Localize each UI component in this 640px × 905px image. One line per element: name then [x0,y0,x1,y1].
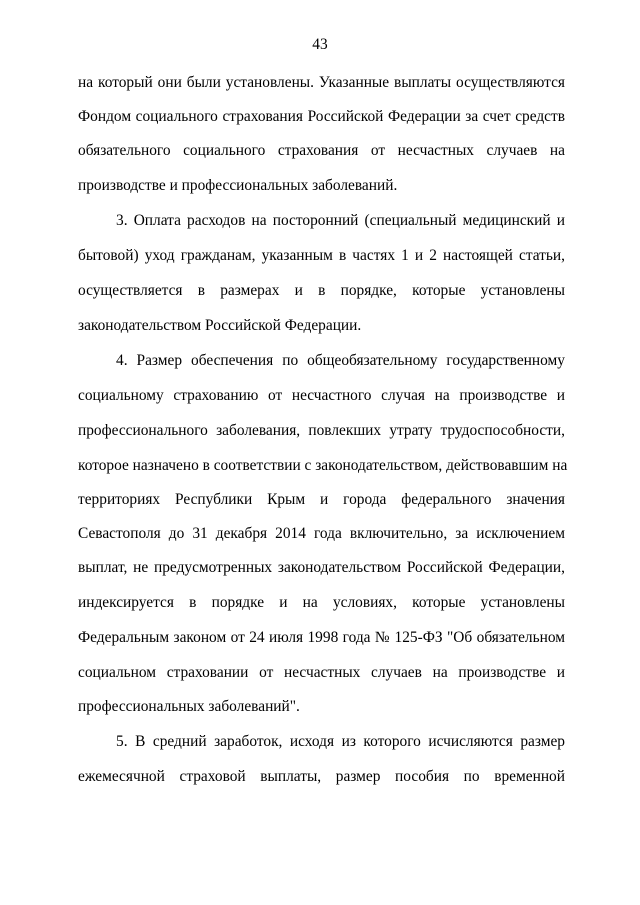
text-line: социальному страхованию от несчастного случая на производстве и [78,387,565,404]
text-line: Севастополя до 31 декабря 2014 года включительно, за исключением [78,525,565,542]
text-line: выплат, не предусмотренных законодательством Российской Федерации, [78,559,565,576]
text-line: 5. В средний заработок, исходя из которого исчисляются размер [116,733,565,750]
text-line: профессионального заболевания, повлекших утрату трудоспособности, [78,422,565,439]
text-line: Фондом социального страхования Российской Федерации за счет средств [78,108,565,125]
text-line: территориях Республики Крым и города федерального значения [78,491,565,508]
text-line: которое назначено в соответствии с законодательством, действовавшим на [78,457,568,474]
text-line: обязательного социального страхования от несчастных случаев на [78,142,565,159]
text-line: Федеральным законом от 24 июля 1998 года № 125-ФЗ "Об обязательном [78,629,565,646]
text-line: 4. Размер обеспечения по общеобязательному государственному [116,352,565,369]
text-line: 3. Оплата расходов на посторонний (специальный медицинский и [116,212,565,229]
text-line: производстве и профессиональных заболеваний. [78,177,398,194]
text-line: профессиональных заболеваний". [78,698,300,715]
page-number: 43 [312,36,328,53]
text-line: индексируется в порядке и на условиях, которые установлены [78,594,565,611]
text-line: социальном страховании от несчастных случаев на производстве и [78,664,565,681]
text-line: бытовой) уход гражданам, указанным в частях 1 и 2 настоящей статьи, [78,247,565,264]
text-line: осуществляется в размерах и в порядке, которые установлены [78,282,565,299]
text-line: на который они были установлены. Указанные выплаты осуществляются [78,74,565,91]
text-line: ежемесячной страховой выплаты, размер пособия по временной [78,768,565,785]
text-line: законодательством Российской Федерации. [78,317,362,334]
